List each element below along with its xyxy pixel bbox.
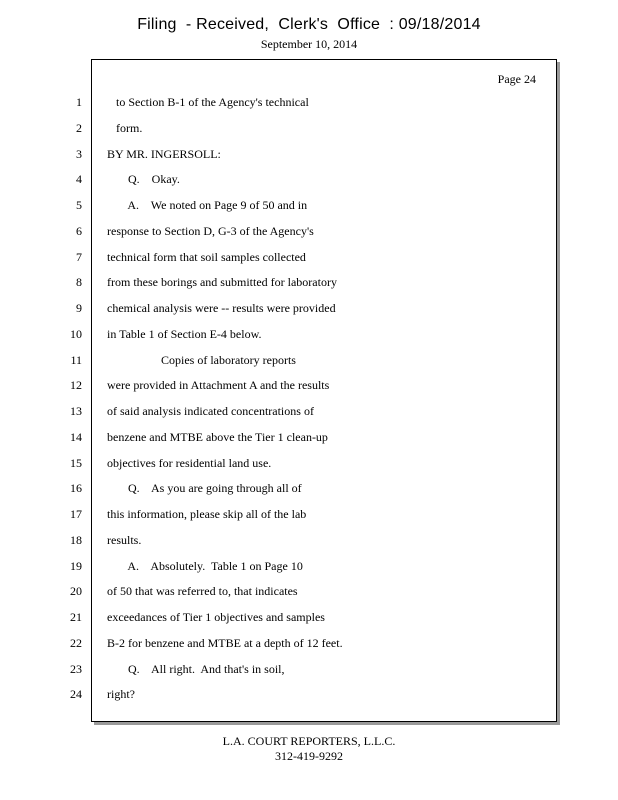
transcript-line: right? — [107, 687, 135, 702]
line-number: 22 — [70, 635, 82, 650]
line-number: 1 — [76, 95, 82, 109]
transcript-line: in Table 1 of Section E-4 below. — [107, 326, 262, 341]
transcript-line: A. Absolutely. Table 1 on Page 10 — [107, 558, 303, 573]
page-number: Page 24 — [497, 72, 536, 86]
transcript-line: Q. All right. And that's in soil, — [107, 661, 285, 676]
line-number-column — [60, 94, 82, 712]
line-number: 20 — [70, 584, 82, 599]
transcript-line: results. — [107, 532, 142, 547]
line-number: 24 — [70, 687, 82, 702]
transcript-line: BY MR. INGERSOLL: — [107, 146, 221, 161]
transcript-line: were provided in Attachment A and the results — [107, 378, 330, 393]
line-number: 17 — [70, 507, 82, 521]
transcript-line: exceedances of Tier 1 objectives and samples — [107, 610, 325, 624]
transcript-line: chemical analysis were -- results were provided — [107, 301, 336, 315]
transcript-line: Q. Okay. — [107, 172, 180, 187]
line-number: 19 — [70, 558, 82, 573]
transcript-date: September 10, 2014 — [260, 37, 358, 51]
line-number: 9 — [76, 301, 82, 315]
transcript-line: B-2 for benzene and MTBE at a depth of 12 feet. — [107, 635, 343, 650]
transcript-line: response to Section D, G-3 of the Agency's — [107, 223, 314, 238]
line-number: 18 — [70, 532, 82, 547]
line-number: 21 — [70, 610, 82, 624]
line-number: 12 — [70, 378, 82, 393]
transcript-line: benzene and MTBE above the Tier 1 clean-up — [107, 429, 328, 444]
line-number: 3 — [76, 146, 82, 161]
transcript-body — [107, 94, 547, 712]
line-number: 11 — [70, 352, 82, 367]
line-number: 16 — [70, 481, 82, 496]
line-number: 8 — [76, 275, 82, 290]
transcript-line: technical form that soil samples collected — [107, 249, 306, 264]
transcript-line: of said analysis indicated concentrations of — [107, 404, 314, 418]
line-number: 5 — [76, 198, 82, 212]
line-number: 10 — [70, 326, 82, 341]
transcript-line: Q. As you are going through all of — [107, 481, 302, 496]
filing-stamp: Filing - Received, Clerk's Office : 09/18/2014 — [137, 16, 481, 33]
line-number: 2 — [76, 120, 82, 135]
transcript-line: to Section B-1 of the Agency's technical — [107, 95, 309, 109]
line-number: 4 — [76, 172, 82, 187]
footer-phone: 312-419-9292 — [275, 749, 343, 763]
line-number: 7 — [76, 249, 82, 264]
transcript-line: form. — [107, 120, 143, 135]
line-number: 13 — [70, 404, 82, 418]
line-number: 15 — [70, 455, 82, 470]
line-number: 6 — [76, 223, 82, 238]
transcript-line: objectives for residential land use. — [107, 455, 272, 470]
line-number: 23 — [70, 661, 82, 676]
transcript-line: Copies of laboratory reports — [107, 352, 296, 367]
line-number: 14 — [70, 429, 82, 444]
transcript-line: A. We noted on Page 9 of 50 and in — [107, 198, 308, 212]
transcript-line: from these borings and submitted for laboratory — [107, 275, 337, 290]
transcript-line: this information, please skip all of the lab — [107, 507, 307, 521]
transcript-line: of 50 that was referred to, that indicates — [107, 584, 298, 599]
footer-company: L.A. COURT REPORTERS, L.L.C. — [222, 734, 396, 748]
